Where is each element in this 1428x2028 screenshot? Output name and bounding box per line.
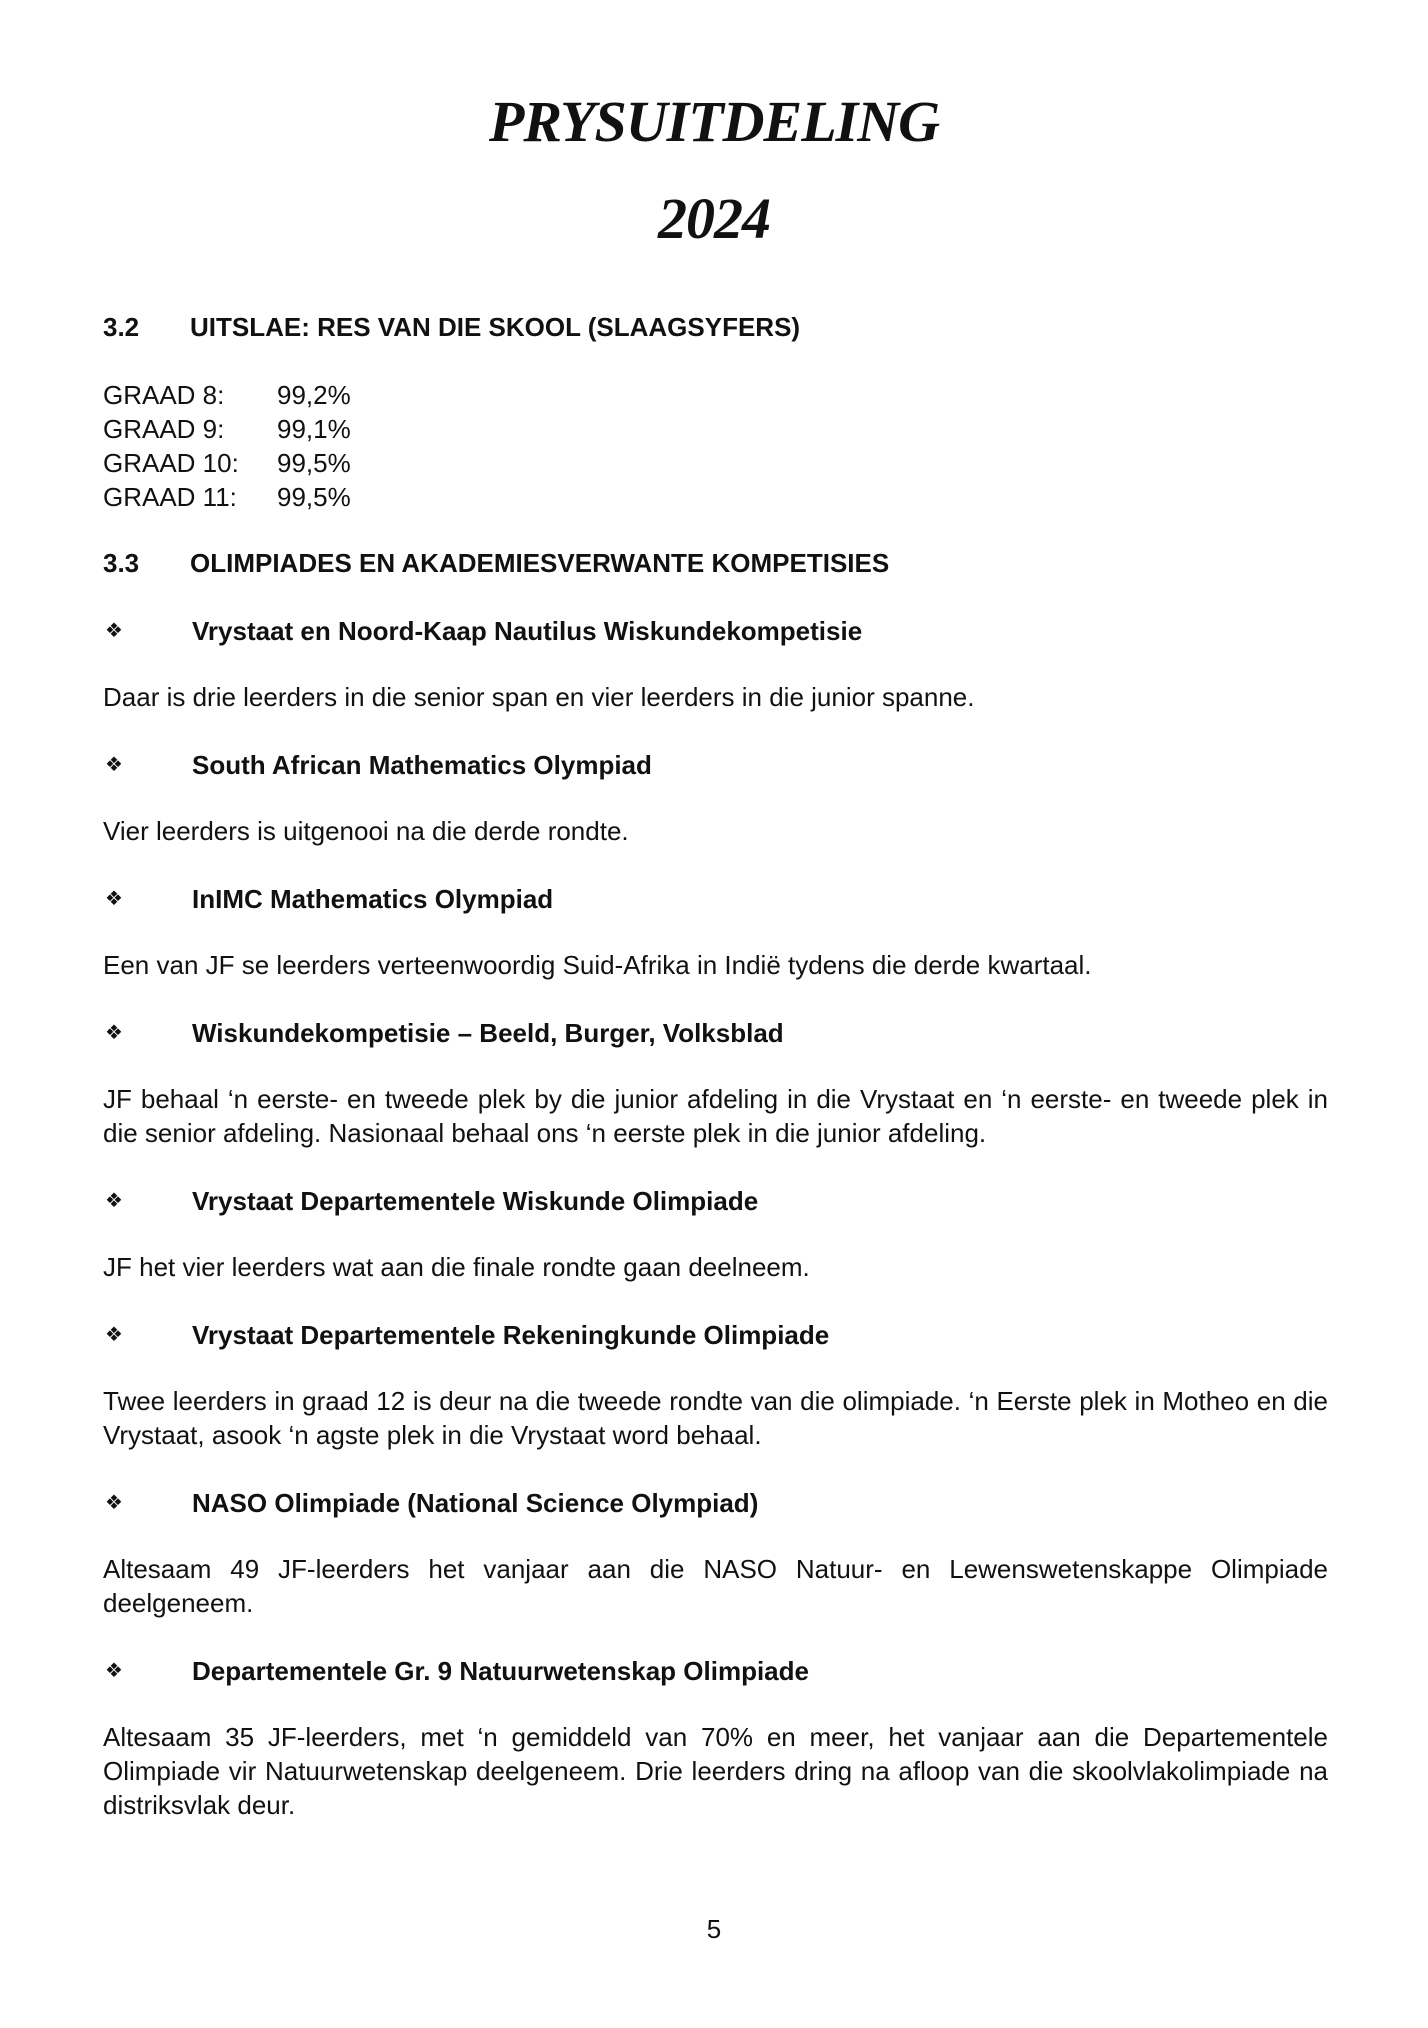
- diamond-bullet-icon: ❖: [105, 1022, 123, 1044]
- diamond-bullet-icon: ❖: [105, 888, 123, 910]
- pass-rate-row: [103, 446, 1328, 480]
- competition-heading: InIMC Mathematics Olympiad: [192, 884, 554, 914]
- grade-pass-rate: 99,5%: [277, 448, 351, 478]
- competition-item: [103, 614, 1328, 714]
- competition-item: [103, 882, 1328, 982]
- section-heading-3-3: [103, 546, 1328, 580]
- grade-label: GRAAD 10:: [103, 448, 239, 478]
- competition-item: [103, 748, 1328, 848]
- pass-rate-row: [103, 378, 1328, 412]
- diamond-bullet-icon: ❖: [105, 1190, 123, 1212]
- competition-description: Vier leerders is uitgenooi na die derde rondte.: [103, 816, 629, 846]
- diamond-bullet-icon: ❖: [105, 620, 123, 642]
- competition-item: [103, 1486, 1328, 1620]
- diamond-bullet-icon: ❖: [105, 1324, 123, 1346]
- document-title: PRYSUITDELING: [489, 89, 939, 154]
- grade-label: GRAAD 8:: [103, 380, 225, 410]
- pass-rate-list: [103, 378, 1328, 514]
- competition-description: JF het vier leerders wat aan die finale rondte gaan deelneem.: [103, 1252, 810, 1282]
- pass-rate-row: [103, 412, 1328, 446]
- grade-label: GRAAD 9:: [103, 414, 225, 444]
- competition-description: Altesaam 49 JF-leerders het vanjaar aan die NASO Natuur- en Lewenswetenskappe Olimpiade deelgeneem.: [103, 1554, 1328, 1618]
- competition-item: [103, 1016, 1328, 1150]
- grade-pass-rate: 99,5%: [277, 482, 351, 512]
- competition-heading: Vrystaat en Noord-Kaap Nautilus Wiskundekompetisie: [192, 616, 863, 646]
- competition-heading: South African Mathematics Olympiad: [192, 750, 652, 780]
- section-title: UITSLAE: RES VAN DIE SKOOL (SLAAGSYFERS): [190, 312, 801, 342]
- diamond-bullet-icon: ❖: [105, 1660, 123, 1682]
- diamond-bullet-icon: ❖: [105, 1492, 123, 1514]
- competition-heading: NASO Olimpiade (National Science Olympiad): [192, 1488, 759, 1518]
- competition-item: [103, 1318, 1328, 1452]
- pass-rate-row: [103, 480, 1328, 514]
- competition-description: Twee leerders in graad 12 is deur na die tweede rondte van die olimpiade. ‘n Eerste plek in Motheo en die Vrystaat, asook ‘n agste plek in die Vrystaat word behaal.: [103, 1386, 1328, 1450]
- competition-description: Een van JF se leerders verteenwoordig Suid-Afrika in Indië tydens die derde kwartaal.: [103, 950, 1092, 980]
- competition-item: [103, 1184, 1328, 1284]
- section-number: 3.2: [103, 312, 140, 342]
- page-number: 5: [706, 1914, 722, 1944]
- competition-heading: Wiskundekompetisie – Beeld, Burger, Volksblad: [192, 1018, 784, 1048]
- section-title: OLIMPIADES EN AKADEMIESVERWANTE KOMPETISIES: [190, 548, 890, 578]
- section-number: 3.3: [103, 548, 140, 578]
- grade-pass-rate: 99,1%: [277, 414, 351, 444]
- competition-heading: Vrystaat Departementele Rekeningkunde Olimpiade: [192, 1320, 830, 1350]
- competition-description: Altesaam 35 JF-leerders, met ‘n gemiddeld van 70% en meer, het vanjaar aan die Departementele Olimpiade vir Natuurwetenskap deelgeneem. Drie leerders dring na afloop van die skoolvlakolimpiade na distriksvlak deur.: [103, 1722, 1328, 1820]
- document-content: [103, 310, 1328, 1822]
- section-heading-3-2: [103, 310, 1328, 344]
- competition-description: JF behaal ‘n eerste- en tweede plek by die junior afdeling in die Vrystaat en ‘n eerste- en tweede plek in die senior afdeling. Nasionaal behaal ons ‘n eerste plek in die junior afdeling.: [103, 1084, 1328, 1148]
- grade-pass-rate: 99,2%: [277, 380, 351, 410]
- diamond-bullet-icon: ❖: [105, 754, 123, 776]
- grade-label: GRAAD 11:: [103, 482, 237, 512]
- document-year: 2024: [658, 186, 770, 251]
- competition-item: [103, 1654, 1328, 1822]
- competition-heading: Vrystaat Departementele Wiskunde Olimpiade: [192, 1186, 759, 1216]
- competition-heading: Departementele Gr. 9 Natuurwetenskap Olimpiade: [192, 1656, 809, 1686]
- competition-description: Daar is drie leerders in die senior span en vier leerders in die junior spanne.: [103, 682, 975, 712]
